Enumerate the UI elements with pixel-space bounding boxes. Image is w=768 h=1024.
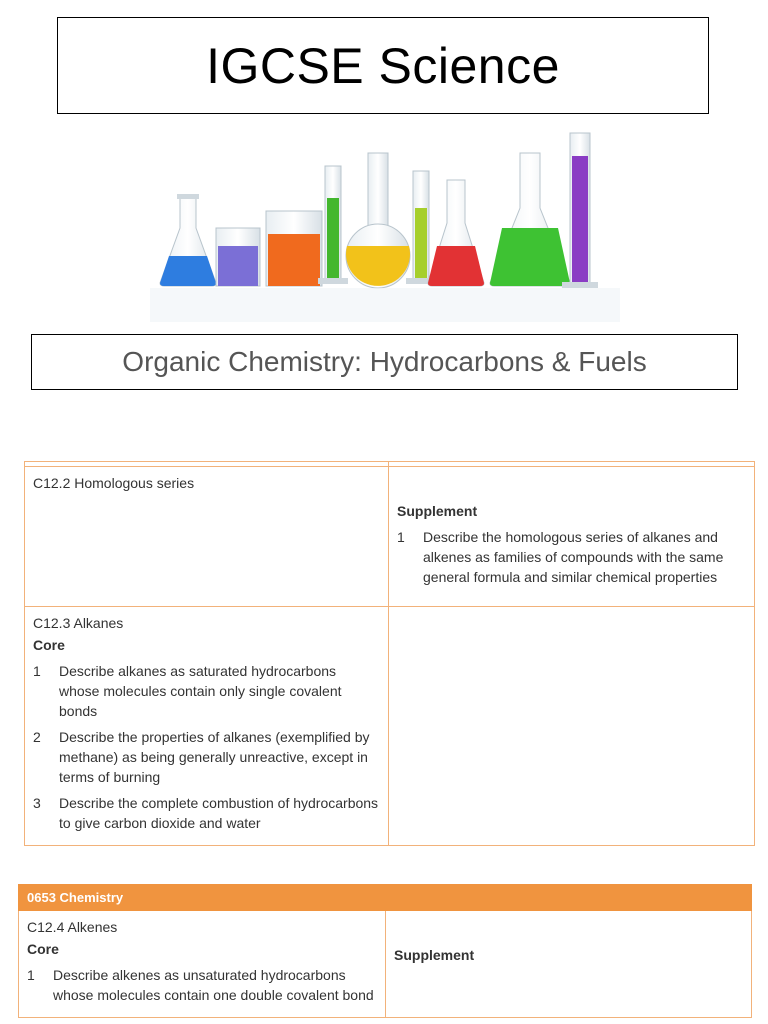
section-heading: C12.4 Alkenes bbox=[27, 919, 118, 935]
purple-beaker-icon bbox=[216, 228, 260, 286]
list-item: 2 Describe the properties of alkanes (exemplified by methane) as being generally unreactive, except in terms of burning bbox=[33, 729, 370, 785]
c12-4-core-cell bbox=[19, 911, 386, 1018]
page-subtitle: Organic Chemistry: Hydrocarbons & Fuels bbox=[122, 346, 647, 377]
c12-3-supplement-cell bbox=[389, 607, 755, 846]
page-title: IGCSE Science bbox=[206, 37, 560, 94]
syllabus-table-2 bbox=[18, 884, 752, 1018]
table-row bbox=[19, 911, 752, 1018]
core-label: Core bbox=[33, 637, 65, 653]
list-item: 1 Describe alkanes as saturated hydrocarbons whose molecules contain only single covalent bonds bbox=[33, 663, 342, 719]
red-flask-icon bbox=[428, 180, 484, 286]
supplement-label: Supplement bbox=[394, 947, 475, 963]
lime-cylinder-icon bbox=[406, 171, 436, 284]
title-box bbox=[57, 17, 709, 114]
yellow-round-flask-icon bbox=[346, 153, 410, 288]
blue-flask-icon bbox=[160, 194, 216, 286]
c12-2-supplement-cell bbox=[389, 467, 755, 607]
table-row bbox=[25, 607, 755, 846]
core-label: Core bbox=[27, 941, 59, 957]
purple-cylinder-icon bbox=[562, 133, 598, 288]
orange-beaker-icon bbox=[266, 211, 322, 286]
section-heading: C12.2 Homologous series bbox=[33, 475, 195, 491]
section-heading: C12.3 Alkanes bbox=[33, 615, 124, 631]
list-item: 3 Describe the complete combustion of hydrocarbons to give carbon dioxide and water bbox=[33, 795, 379, 831]
list-item: 1 Describe the homologous series of alkanes and alkenes as families of compounds with the same general formula and similar chemical properties bbox=[397, 529, 724, 585]
lab-glassware-image bbox=[150, 128, 620, 328]
table-row bbox=[25, 467, 755, 607]
list-item: 1 Describe alkenes as unsaturated hydrocarbons whose molecules contain one double covalent bond bbox=[27, 967, 374, 1003]
supplement-label: Supplement bbox=[397, 503, 478, 519]
subtitle-box bbox=[31, 334, 738, 390]
c12-2-core-cell bbox=[25, 467, 389, 607]
table-header-row bbox=[19, 885, 752, 911]
c12-3-core-cell bbox=[25, 607, 389, 846]
c12-4-supplement-cell bbox=[386, 911, 752, 1018]
table-header: 0653 Chemistry bbox=[19, 885, 752, 911]
green-flask-icon bbox=[490, 153, 570, 286]
syllabus-table-1 bbox=[24, 461, 755, 846]
